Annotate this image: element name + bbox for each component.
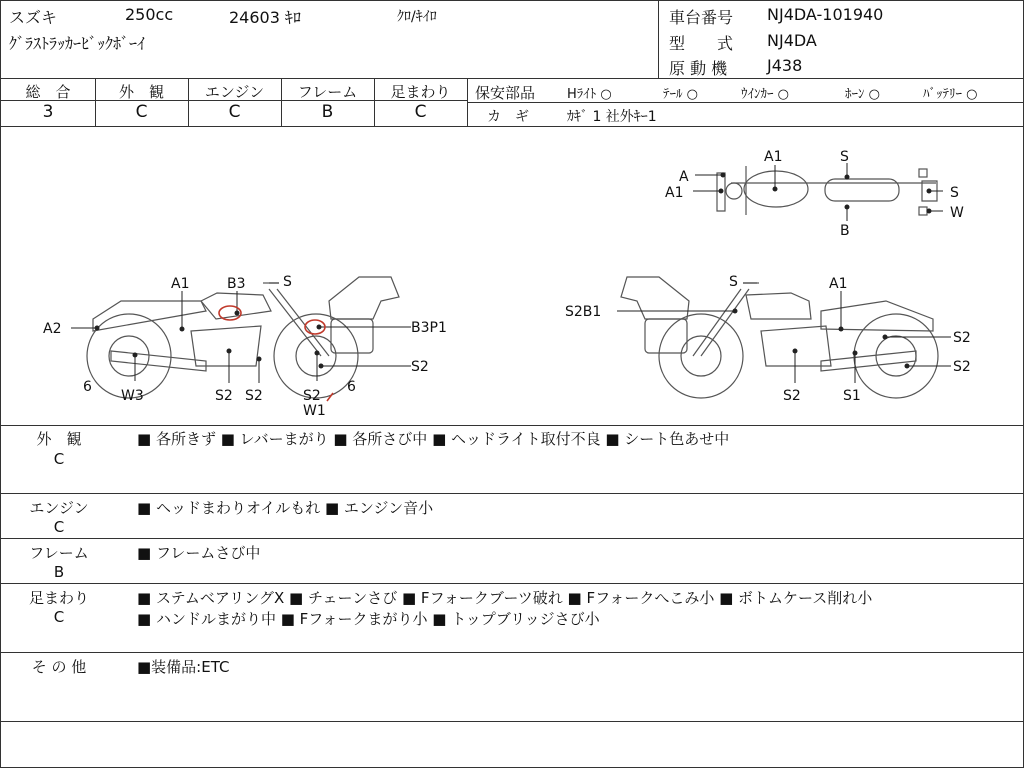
divider xyxy=(1,425,1023,426)
displacement: 250cc xyxy=(125,5,174,24)
section-engine-label: エンジン xyxy=(29,499,89,517)
label-right: S xyxy=(729,274,738,290)
divider xyxy=(188,78,189,126)
motorcycle-top-view-icon xyxy=(717,166,937,215)
safety-item-label: ﾎｰﾝ xyxy=(845,87,865,102)
ok-circle-icon: ○ xyxy=(777,87,789,102)
divider xyxy=(1,78,1023,79)
label-left: W1 xyxy=(303,403,326,419)
label-left: S xyxy=(283,274,292,290)
engine-model-value: J438 xyxy=(767,56,803,75)
frame-number-value: NJ4DA-101940 xyxy=(767,5,884,24)
color: ｸﾛ/ｷｲﾛ xyxy=(397,9,437,25)
safety-item-label: ﾊﾞｯﾃﾘｰ xyxy=(923,87,962,102)
label-left: W3 xyxy=(121,388,144,404)
divider xyxy=(467,102,1023,103)
grade-suspension-value: C xyxy=(414,102,427,122)
model-name: ｸﾞﾗｽﾄﾗｯｶｰﾋﾞｯｸﾎﾞｰｲ xyxy=(9,34,146,53)
divider xyxy=(1,652,1023,653)
section-exterior-grade: C xyxy=(53,450,65,468)
divider xyxy=(1,100,467,101)
maker: スズキ xyxy=(9,8,58,27)
grade-overall-label: 総 合 xyxy=(25,83,71,101)
marker-dots xyxy=(95,173,932,369)
grade-suspension-label: 足まわり xyxy=(390,83,451,101)
grade-exterior-value: C xyxy=(135,102,148,122)
safety-item-headlight xyxy=(567,83,612,102)
grade-frame-label: フレーム xyxy=(297,83,358,101)
label-top: S xyxy=(950,185,959,201)
frame-number-label: 車台番号 xyxy=(669,8,734,27)
safety-item-label: ﾃｰﾙ xyxy=(663,87,683,102)
section-frame-label: フレーム xyxy=(29,544,89,562)
label-left: B3 xyxy=(227,276,246,292)
key-value: ｶｷﾞ 1 社外ｷｰ1 xyxy=(567,109,657,125)
label-left: 6 xyxy=(83,379,92,395)
section-exterior-label: 外 観 xyxy=(36,430,82,448)
section-engine-grade: C xyxy=(53,518,65,536)
label-right: S2 xyxy=(953,330,971,346)
safety-item-label: Hﾗｲﾄ xyxy=(567,87,597,102)
ok-circle-icon: ○ xyxy=(966,87,978,102)
label-top: A xyxy=(679,169,689,185)
ok-circle-icon: ○ xyxy=(686,87,698,102)
divider xyxy=(1,493,1023,494)
damage-diagram xyxy=(1,127,1023,425)
label-left: B3P1 xyxy=(411,320,447,336)
label-top: A1 xyxy=(764,149,783,165)
divider xyxy=(1,583,1023,584)
label-right: S2B1 xyxy=(565,304,602,320)
grade-frame-value: B xyxy=(321,102,334,122)
grade-engine-value: C xyxy=(228,102,241,122)
label-top: B xyxy=(840,223,850,239)
header-divider xyxy=(658,1,659,78)
label-left: 6 xyxy=(347,379,356,395)
section-other-notes: ■装備品:ETC xyxy=(137,658,230,676)
model-type-value: NJ4DA xyxy=(767,31,817,50)
section-suspension-notes: ■ ハンドルまがり中 ■ Fフォークまがり小 ■ トップブリッジさび小 xyxy=(137,610,600,628)
ok-circle-icon: ○ xyxy=(600,87,612,102)
divider xyxy=(281,78,282,126)
label-left: A2 xyxy=(43,321,62,337)
label-left: S2 xyxy=(215,388,233,404)
label-left: S2 xyxy=(411,359,429,375)
section-suspension-grade: C xyxy=(53,608,65,626)
label-right: S1 xyxy=(843,388,861,404)
label-left: A1 xyxy=(171,276,190,292)
label-left: S2 xyxy=(245,388,263,404)
ok-circle-icon: ○ xyxy=(868,87,880,102)
grade-overall-value: 3 xyxy=(42,102,54,122)
section-suspension-notes: ■ ステムベアリングX ■ チェーンさび ■ Fフォークブーツ破れ ■ Fフォークへこみ小 ■ ボトムケース削れ小 xyxy=(137,589,873,607)
label-left: S2 xyxy=(303,388,321,404)
divider xyxy=(374,78,375,126)
label-right: S2 xyxy=(953,359,971,375)
section-suspension-label: 足まわり xyxy=(28,589,89,607)
engine-model-label: 原 動 機 xyxy=(669,59,728,78)
section-frame-notes: ■ フレームさび中 xyxy=(137,544,261,562)
divider xyxy=(1,538,1023,539)
safety-item-horn xyxy=(845,83,880,102)
safety-item-tail xyxy=(663,83,698,102)
section-engine-notes: ■ ヘッドまわりオイルもれ ■ エンジン音小 xyxy=(137,499,434,517)
divider xyxy=(1,721,1023,722)
divider xyxy=(95,78,96,126)
grade-engine-label: エンジン xyxy=(204,83,265,101)
mileage: 24603 ｷﾛ xyxy=(229,8,301,27)
safety-item-label: ｳｲﾝｶｰ xyxy=(741,87,774,102)
section-frame-grade: B xyxy=(53,563,65,581)
label-top: S xyxy=(840,149,849,165)
label-right: S2 xyxy=(783,388,801,404)
label-top: W xyxy=(950,205,964,221)
key-label: カ ギ xyxy=(487,109,529,125)
safety-item-battery xyxy=(923,83,977,102)
safety-label: 保安部品 xyxy=(475,84,536,102)
model-type-label: 型 式 xyxy=(669,34,734,53)
label-top: A1 xyxy=(665,185,684,201)
label-right: A1 xyxy=(829,276,848,292)
safety-item-winker xyxy=(741,83,789,102)
section-other-label: そ の 他 xyxy=(31,658,87,676)
section-exterior-notes: ■ 各所きず ■ レバーまがり ■ 各所さび中 ■ ヘッドライト取付不良 ■ シート色あせ中 xyxy=(137,430,730,448)
grade-exterior-label: 外 観 xyxy=(118,83,164,101)
